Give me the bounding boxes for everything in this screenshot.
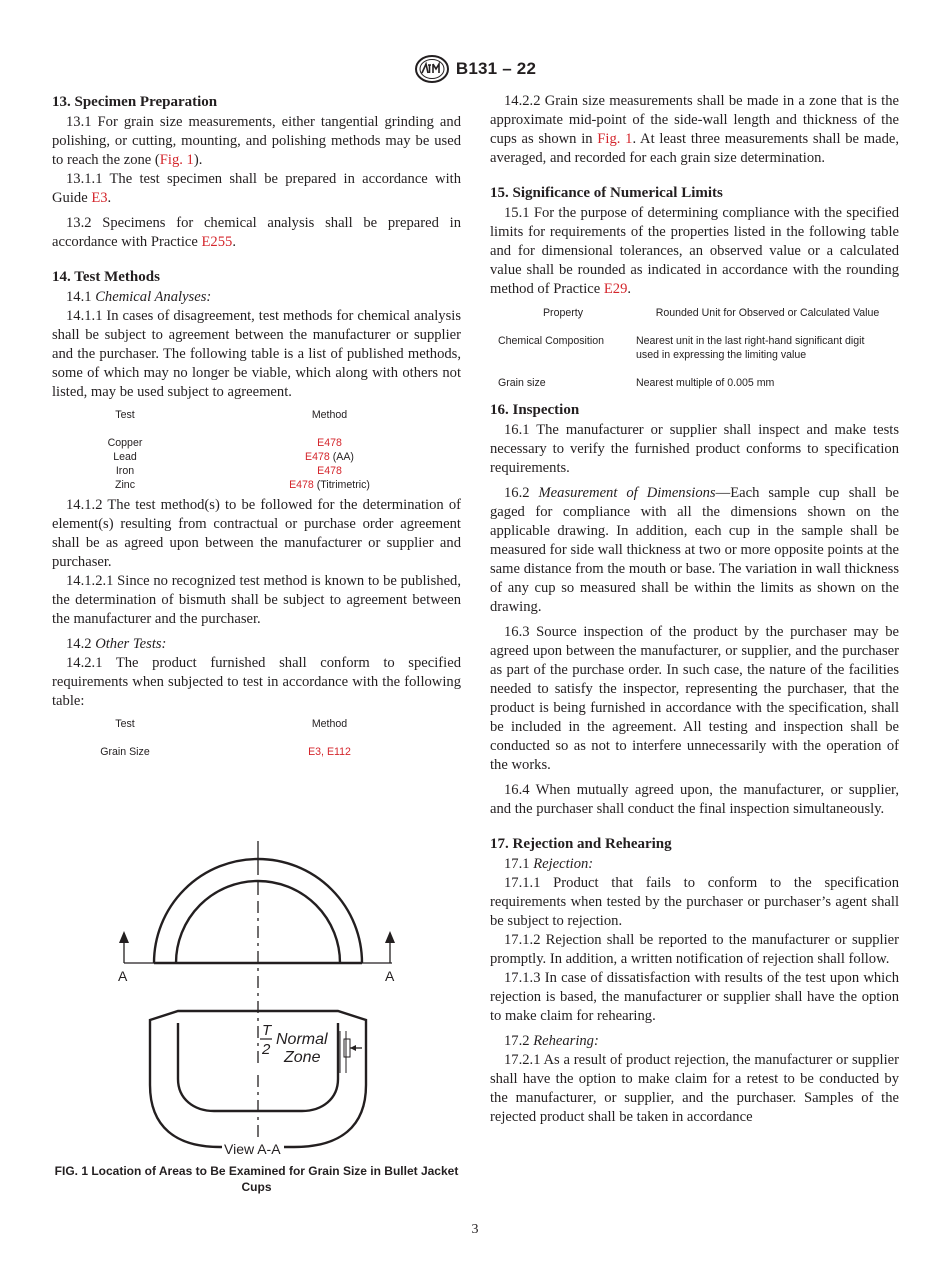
chemical-methods-table	[52, 408, 461, 492]
table-row: Copper E478	[107, 437, 342, 449]
para-16-3: 16.3 Source inspection of the product by the purchaser may be agreed upon between the manufacturer, or supplier, and the purchaser as part of the purchase order. In such case, the nature of the facilities needed to satisfy the inspector, representing the purchaser, that the product is being furnished in accordance with the specification, shall be included in the agreement. All testing and inspection shall be conducted so as not to interfere unnecessarily with the operation of the works.	[490, 624, 899, 773]
para-14-2: 14.2 Other Tests:	[66, 636, 167, 652]
para-17-1: 17.1 Rejection:	[504, 856, 594, 872]
arrow-up-left-icon	[119, 931, 129, 943]
table-row: Grain size Nearest multiple of 0.005 mm	[498, 377, 775, 389]
para-16-4: 16.4 When mutually agreed upon, the manufacturer, or supplier, and the purchaser shall conduct the final inspection simultaneously.	[490, 782, 899, 817]
table-header: Property Rounded Unit for Observed or Calculated Value	[542, 307, 880, 319]
astm-logo-icon	[414, 54, 450, 84]
para-17-2: 17.2 Rehearing:	[504, 1033, 599, 1049]
table-header: Test Method	[115, 718, 348, 730]
para-17-2-1: 17.2.1 As a result of product rejection, the manufacturer or supplier shall have the option to make claim for a retest to be conducted by the manufacturer, or supplier, and the purchaser. Samples of the rejected product shall be taken in accordance	[490, 1052, 899, 1125]
e29-link[interactable]: E29	[603, 281, 628, 297]
label-a-left: A	[118, 968, 128, 984]
label-2: 2	[262, 1041, 271, 1058]
label-zone: Zone	[284, 1049, 321, 1066]
para-16-1: 16.1 The manufacturer or supplier shall inspect and make tests necessary to verify the furnished product conforms to specification requirements.	[490, 422, 899, 476]
figure-1	[52, 835, 461, 1195]
para-14-2-1: 14.2.1 The product furnished shall conform to specified requirements when subjected to test in accordance with the following table:	[52, 655, 461, 709]
fig1-link[interactable]: Fig. 1	[159, 152, 194, 168]
table-header: Test Method	[115, 409, 348, 421]
para-14-1-2-1: 14.1.2.1 Since no recognized test method is known to be published, the determination of bismuth shall be subject to agreement between the manufacturer and the purchaser.	[52, 573, 461, 627]
e478-link[interactable]: E478	[305, 451, 330, 463]
document-id: B131 – 22	[455, 59, 537, 78]
e478-link[interactable]: E478	[317, 465, 342, 477]
bullet-jacket-cup-diagram	[94, 835, 414, 1157]
para-14-2-2: 14.2.2 Grain size measurements shall be made in a zone that is the approximate mid-point of the side-wall length and thickness of the cups as shown in Fig. 1. At least three measurements shall be made, averaged, and recorded for each grain size determination.	[490, 93, 899, 166]
e3-e112-link[interactable]: E3, E112	[308, 746, 351, 758]
table-row: Lead E478 (AA)	[113, 451, 354, 463]
arrow-up-right-icon	[385, 931, 395, 943]
para-15-1: 15.1 For the purpose of determining compliance with the specified limits for requirements of the properties listed in the following table and for dimensional tolerances, an observed value or a calculated value shall be rounded as indicated in accordance with the rounding method of Practice E29.	[490, 205, 899, 297]
table-row: Chemical Composition Nearest unit in the last right-hand significant digit used in expressing the limiting value	[498, 335, 865, 361]
fig1-link[interactable]: Fig. 1	[597, 131, 633, 147]
para-14-1-2: 14.1.2 The test method(s) to be followed for the determination of element(s) resulting from contractual or purchase order agreement shall be as agreed upon between the manufacturer or supplier and purchaser.	[52, 497, 461, 570]
e478-link[interactable]: E478	[317, 437, 342, 449]
e255-link[interactable]: E255	[201, 234, 233, 250]
para-14-1-1: 14.1.1 In cases of disagreement, test methods for chemical analysis shall be subject to agreement between the manufacturer or supplier and the purchaser. The following table is a list of published methods, some of which may no longer be viable, which along with others not listed, may be used subject to agreement.	[52, 308, 461, 400]
para-17-1-1: 17.1.1 Product that fails to conform to the specification requirements when tested by the purchaser or purchaser’s agent shall be subject to rejection.	[490, 875, 899, 929]
left-column	[52, 92, 461, 763]
e3-link[interactable]: E3	[91, 190, 108, 206]
table-row: Grain Size E3, E112	[100, 746, 351, 758]
para-13-2: 13.2 Specimens for chemical analysis shall be prepared in accordance with Practice E255.	[52, 215, 461, 250]
para-13-1: 13.1 For grain size measurements, either tangential grinding and polishing, or cutting, mounting, and polishing methods may be used to reach the zone (Fig. 1).	[52, 114, 461, 168]
e478-link[interactable]: E478	[289, 479, 314, 491]
label-normal: Normal	[276, 1031, 328, 1048]
table-row: Zinc E478 (Titrimetric)	[114, 479, 370, 491]
right-column	[490, 92, 899, 1127]
section-16-title: 16. Inspection	[490, 402, 580, 418]
figure-caption: FIG. 1 Location of Areas to Be Examined for Grain Size in Bullet Jacket Cups	[54, 1164, 459, 1194]
label-t: T	[262, 1022, 272, 1039]
section-13-title: 13. Specimen Preparation	[52, 94, 218, 110]
other-tests-table	[52, 717, 461, 759]
page-header	[0, 52, 950, 86]
section-17-title: 17. Rejection and Rehearing	[490, 836, 672, 852]
label-view: View A-A	[224, 1141, 281, 1157]
page-number: 3	[471, 1222, 479, 1237]
para-13-1-1: 13.1.1 The test specimen shall be prepared in accordance with Guide E3.	[52, 171, 461, 206]
para-14-1: 14.1 Chemical Analyses:	[66, 289, 212, 305]
label-a-right: A	[385, 968, 395, 984]
section-14-title: 14. Test Methods	[52, 269, 160, 285]
para-17-1-2: 17.1.2 Rejection shall be reported to the manufacturer or supplier promptly. In addition, a written notification of rejection shall follow.	[490, 932, 899, 967]
section-15-title: 15. Significance of Numerical Limits	[490, 185, 723, 201]
table-row: Iron E478	[115, 465, 342, 477]
para-17-1-3: 17.1.3 In case of dissatisfaction with results of the test upon which rejection is based, the manufacturer or supplier shall have the option to make claim for rehearing.	[490, 970, 899, 1024]
para-16-2: 16.2 Measurement of Dimensions—Each sample cup shall be gaged for compliance with all the dimensions shown on the applicable drawing. In addition, each cup in the sample shall be measured for side wall thickness at two or more opposite points at the same distance from the mouth or base. The variation in wall thickness of any cup so measured shall be within the limits as shown on the drawing.	[490, 485, 900, 615]
rounding-table	[490, 306, 899, 390]
